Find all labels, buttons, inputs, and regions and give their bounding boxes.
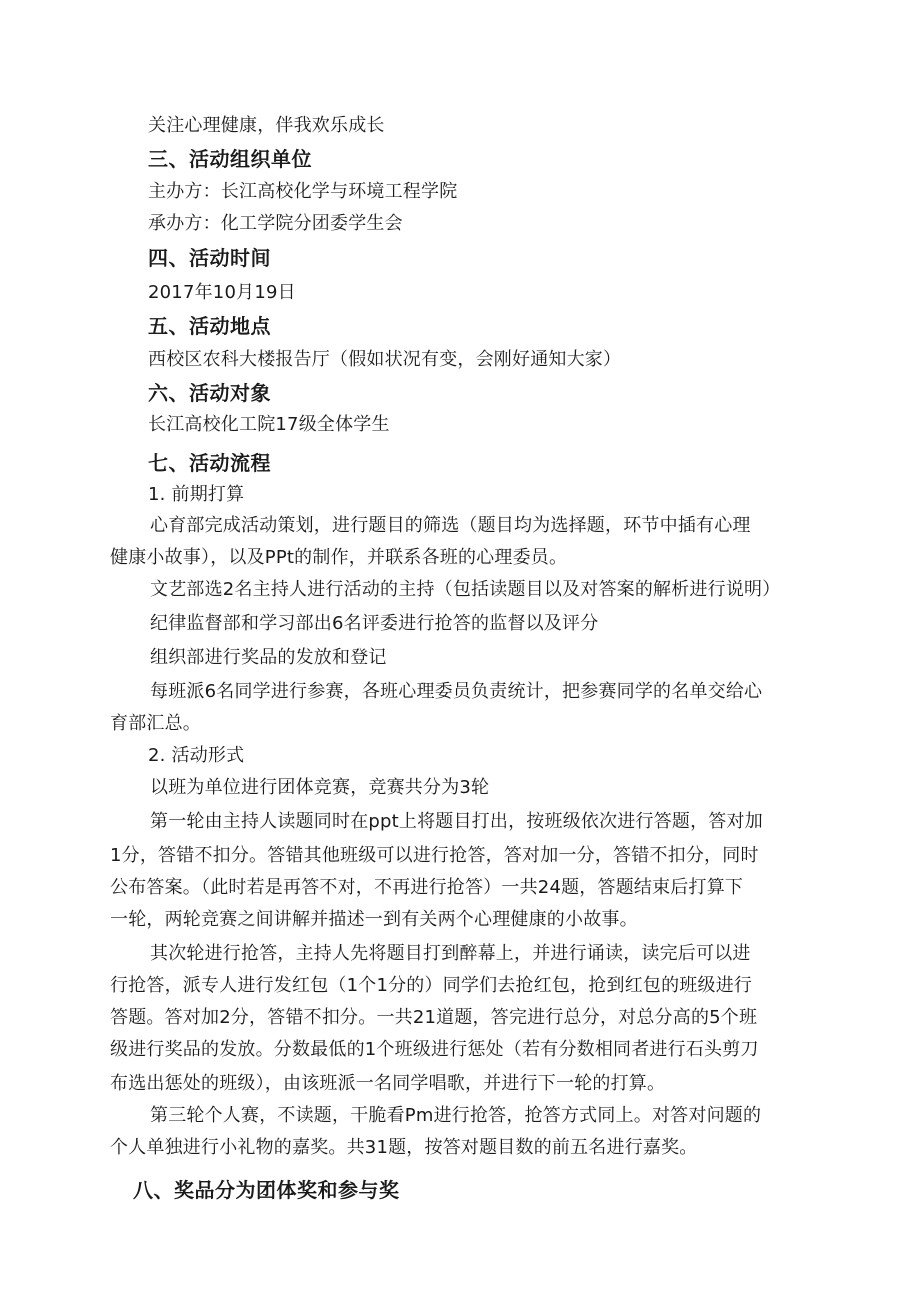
paragraph-line: 公布答案。（此时若是再答不对，不再进行抢答）一共24题，答题结束后打算下 xyxy=(110,877,744,898)
subheading-format: 2. 活动形式 xyxy=(148,745,245,766)
section-heading-time: 四、活动时间 xyxy=(148,246,271,270)
paragraph-line: 级进行奖品的发放。分数最低的1个班级进行惩处（若有分数相同者进行石头剪刀 xyxy=(110,1039,759,1060)
date-line: 2017年10月19日 xyxy=(148,282,296,303)
section-heading-audience: 六、活动对象 xyxy=(148,381,271,405)
slogan: 关注心理健康，伴我欢乐成长 xyxy=(148,115,385,136)
paragraph-line: 1分，答错不扣分。答错其他班级可以进行抢答，答对加一分，答错不扣分，同时 xyxy=(110,845,759,866)
paragraph-line: 个人单独进行小礼物的嘉奖。共31题，按答对题目数的前五名进行嘉奖。 xyxy=(110,1137,698,1158)
paragraph-line: 其次轮进行抢答，主持人先将题目打到醉幕上，并进行诵读，读完后可以进 xyxy=(150,943,751,964)
organizer-line: 承办方：化工学院分团委学生会 xyxy=(148,213,403,234)
paragraph-line: 纪律监督部和学习部出6名评委进行抢答的监督以及评分 xyxy=(150,613,599,634)
section-heading-process: 七、活动流程 xyxy=(148,451,271,475)
paragraph-line: 心育部完成活动策划，进行题目的筛选（题目均为选择题，环节中插有心理 xyxy=(150,515,751,536)
paragraph-line: 育部汇总。 xyxy=(110,713,201,734)
subheading-preparation: 1. 前期打算 xyxy=(148,484,245,505)
venue-line: 西校区农科大楼报告厅（假如状况有变，会刚好通知大家） xyxy=(148,349,622,370)
audience-line: 长江高校化工院17级全体学生 xyxy=(148,414,390,435)
paragraph-line: 第三轮个人赛，不读题，干脆看Pm进行抢答，抢答方式同上。对答对问题的 xyxy=(150,1105,762,1126)
paragraph-line: 布选出惩处的班级），由该班派一名同学唱歌，并进行下一轮的打算。 xyxy=(110,1073,666,1094)
paragraph-line: 一轮，两轮竞赛之间讲解并描述一到有关两个心理健康的小故事。 xyxy=(110,909,638,930)
paragraph-line: 组织部进行奖品的发放和登记 xyxy=(150,647,387,668)
section-heading-awards: 八、奖品分为团体奖和参与奖 xyxy=(133,1178,400,1202)
host-line: 主办方：长江高校化学与环境工程学院 xyxy=(148,181,458,202)
paragraph-line: 以班为单位进行团体竞赛，竞赛共分为3轮 xyxy=(150,777,490,798)
paragraph-line: 答题。答对加2分，答错不扣分。一共21道题，答完进行总分，对总分高的5个班 xyxy=(110,1007,758,1028)
section-heading-organizers: 三、活动组织单位 xyxy=(148,147,312,171)
paragraph-line: 每班派6名同学进行参赛，各班心理委员负责统计，把参赛同学的名单交给心 xyxy=(150,681,763,702)
paragraph-line: 健康小故事），以及PPt的制作，并联系各班的心理委员。 xyxy=(110,547,568,568)
section-heading-venue: 五、活动地点 xyxy=(148,314,271,338)
paragraph-line: 文艺部选2名主持人进行活动的主持（包括读题目以及对答案的解析进行说明） xyxy=(150,579,781,600)
paragraph-line: 行抢答，派专人进行发红包（1个1分的）同学们去抢红包，抢到红包的班级进行 xyxy=(110,975,753,996)
paragraph-line: 第一轮由主持人读题同时在ppt上将题目打出，按班级依次进行答题，答对加 xyxy=(150,811,763,832)
